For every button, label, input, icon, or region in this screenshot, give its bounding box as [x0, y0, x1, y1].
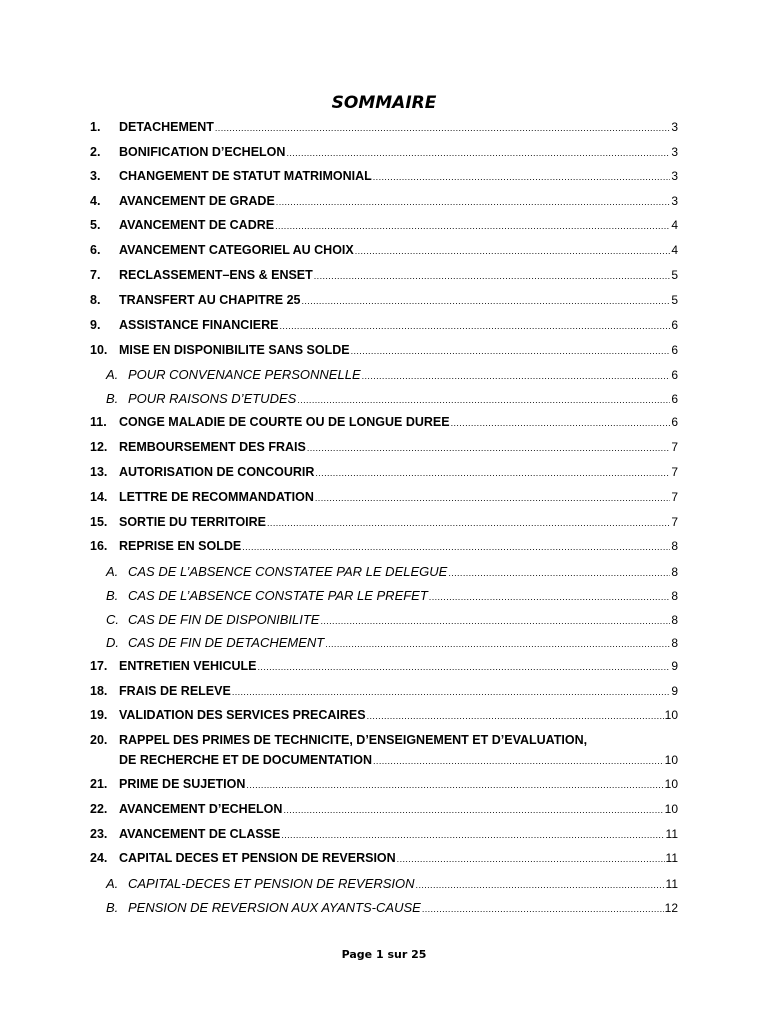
- dot-leader: [302, 294, 671, 309]
- toc-subentry[interactable]: [106, 635, 678, 652]
- toc-number: A.: [106, 564, 119, 579]
- toc-number: 12.: [90, 440, 108, 454]
- toc-number: 15.: [90, 515, 108, 529]
- toc-page-number: 5: [671, 293, 678, 307]
- dot-leader: [281, 828, 664, 843]
- toc-label: RAPPEL DES PRIMES DE TECHNICITE, D’ENSEIGNEMENT ET D’EVALUATION,: [119, 733, 588, 747]
- toc-label: SORTIE DU TERRITOIRE: [119, 515, 267, 529]
- toc-number: C.: [106, 612, 119, 627]
- toc-page-number: 9: [671, 659, 678, 673]
- toc-page-number: 11: [665, 877, 678, 891]
- toc-page-number: 6: [671, 392, 678, 406]
- toc-number: B.: [106, 900, 119, 915]
- toc-number: 24.: [90, 851, 108, 865]
- dot-leader: [373, 170, 671, 185]
- toc-page-number: 4: [671, 218, 678, 232]
- toc-entry[interactable]: [90, 465, 678, 481]
- toc-number: 23.: [90, 827, 108, 841]
- toc-number: 11.: [90, 415, 107, 429]
- dot-leader: [314, 269, 671, 284]
- dot-leader: [416, 878, 665, 893]
- dot-leader: [351, 344, 671, 359]
- dot-leader: [280, 319, 671, 334]
- dot-leader: [258, 660, 671, 675]
- dot-leader: [232, 685, 670, 700]
- toc-label: VALIDATION DES SERVICES PRECAIRES: [119, 708, 366, 722]
- toc-page-number: 8: [671, 539, 678, 553]
- toc-entry[interactable]: [90, 827, 678, 843]
- toc-label: FRAIS DE RELEVE: [119, 684, 231, 698]
- toc-number: A.: [106, 876, 119, 891]
- toc-entry[interactable]: [90, 343, 678, 359]
- toc-number: 9.: [90, 318, 101, 332]
- toc-entry[interactable]: [90, 194, 678, 210]
- toc-entry[interactable]: [90, 777, 678, 793]
- toc-label: PRIME DE SUJETION: [119, 777, 246, 791]
- toc-entry[interactable]: [90, 539, 678, 555]
- toc-entry[interactable]: [90, 440, 678, 456]
- toc-label: BONIFICATION D’ECHELON: [119, 145, 286, 159]
- toc-entry[interactable]: [90, 145, 678, 161]
- dot-leader: [297, 393, 670, 408]
- toc-page-number: 8: [671, 636, 678, 650]
- toc-number: 6.: [90, 243, 101, 257]
- toc-label: CAPITAL-DECES ET PENSION DE REVERSION: [128, 876, 415, 891]
- toc-page-number: 6: [671, 318, 678, 332]
- dot-leader: [242, 540, 670, 555]
- toc-page-number: 3: [671, 194, 678, 208]
- toc-page-number: 9: [671, 684, 678, 698]
- toc-number: 16.: [90, 539, 108, 553]
- toc-label: AVANCEMENT CATEGORIEL AU CHOIX: [119, 243, 354, 257]
- toc-number: 21.: [90, 777, 108, 791]
- toc-entry[interactable]: [90, 733, 678, 769]
- toc-label: DETACHEMENT: [119, 120, 214, 134]
- toc-page-number: 6: [671, 368, 678, 382]
- toc-subentry[interactable]: [106, 367, 678, 384]
- dot-leader: [448, 566, 670, 581]
- dot-leader: [215, 121, 670, 136]
- toc-page-number: 8: [671, 589, 678, 603]
- toc-number: 20.: [90, 733, 108, 747]
- toc-subentry[interactable]: [106, 391, 678, 408]
- toc-subentry[interactable]: [106, 612, 678, 629]
- toc-entry[interactable]: [90, 684, 678, 700]
- dot-leader: [422, 902, 664, 917]
- toc-page-number: 7: [671, 440, 678, 454]
- toc-label: AVANCEMENT D’ECHELON: [119, 802, 283, 816]
- toc-label: TRANSFERT AU CHAPITRE 25: [119, 293, 301, 307]
- toc-label: REPRISE EN SOLDE: [119, 539, 242, 553]
- dot-leader: [286, 146, 670, 161]
- toc-number: 3.: [90, 169, 101, 183]
- toc-page-number: 5: [671, 268, 678, 282]
- toc-page-number: 3: [671, 120, 678, 134]
- toc-label: CONGE MALADIE DE COURTE OU DE LONGUE DUREE: [119, 415, 450, 429]
- toc-entry[interactable]: [90, 708, 678, 724]
- toc-page-number: 3: [671, 145, 678, 159]
- toc-page-number: 11: [665, 851, 678, 865]
- toc-label: LETTRE DE RECOMMANDATION: [119, 490, 314, 504]
- toc-number: 14.: [90, 490, 108, 504]
- dot-leader: [267, 516, 670, 531]
- toc-number: 22.: [90, 802, 108, 816]
- toc-entry[interactable]: [90, 120, 678, 136]
- toc-page-number: 6: [671, 343, 678, 357]
- toc-label: POUR RAISONS D’ETUDES: [128, 391, 297, 406]
- page-footer: Page 1 sur 25: [341, 948, 427, 961]
- toc-label: REMBOURSEMENT DES FRAIS: [119, 440, 306, 454]
- toc-entry[interactable]: [90, 243, 678, 259]
- toc-label: POUR CONVENANCE PERSONNELLE: [128, 367, 361, 382]
- dot-leader: [373, 754, 664, 769]
- toc-page-number: 10: [664, 802, 678, 816]
- toc-page-number: 10: [664, 777, 678, 791]
- toc-number: 10.: [90, 343, 108, 357]
- toc-entry[interactable]: [90, 293, 678, 309]
- toc-number: 13.: [90, 465, 108, 479]
- dot-leader: [367, 709, 664, 724]
- dot-leader: [276, 195, 671, 210]
- toc-number: 19.: [90, 708, 108, 722]
- toc-label: AVANCEMENT DE CADRE: [119, 218, 275, 232]
- toc-label: RECLASSEMENT–ENS & ENSET: [119, 268, 313, 282]
- toc-entry[interactable]: [90, 318, 678, 334]
- toc-label: CAS DE FIN DE DISPONIBILITE: [128, 612, 320, 627]
- dot-leader: [283, 803, 663, 818]
- dot-leader: [362, 369, 671, 384]
- toc-page-number: 7: [671, 465, 678, 479]
- toc-number: 7.: [90, 268, 101, 282]
- dot-leader: [246, 778, 663, 793]
- toc-label-continued: DE RECHERCHE ET DE DOCUMENTATION: [119, 753, 373, 767]
- toc-page-number: 7: [671, 490, 678, 504]
- toc-label: AUTORISATION DE CONCOURIR: [119, 465, 315, 479]
- toc-subentry[interactable]: [106, 876, 678, 893]
- toc-label: CAS DE L’ABSENCE CONSTATE PAR LE PREFET: [128, 588, 428, 603]
- toc-entry[interactable]: [90, 218, 678, 234]
- toc-number: 2.: [90, 145, 101, 159]
- dot-leader: [451, 416, 671, 431]
- dot-leader: [320, 614, 670, 629]
- toc-number: 18.: [90, 684, 108, 698]
- toc-page-number: 10: [664, 753, 678, 767]
- toc-subentry[interactable]: [106, 564, 678, 581]
- toc-entry[interactable]: [90, 169, 678, 185]
- toc-page-number: 12: [664, 901, 678, 915]
- toc-number: 17.: [90, 659, 108, 673]
- toc-label: AVANCEMENT DE GRADE: [119, 194, 275, 208]
- toc-page-number: 7: [671, 515, 678, 529]
- toc-page-number: 3: [671, 169, 678, 183]
- dot-leader: [275, 219, 670, 234]
- toc-entry[interactable]: [90, 268, 678, 284]
- toc-subentry[interactable]: [106, 588, 678, 605]
- toc-number: D.: [106, 635, 119, 650]
- toc-page-number: 11: [665, 827, 678, 841]
- toc-entry[interactable]: [90, 415, 678, 431]
- dot-leader: [355, 244, 671, 259]
- toc-entry[interactable]: [90, 802, 678, 818]
- toc-label: CAS DE FIN DE DETACHEMENT: [128, 635, 325, 650]
- dot-leader: [315, 491, 670, 506]
- dot-leader: [397, 852, 665, 867]
- toc-label: ASSISTANCE FINANCIERE: [119, 318, 279, 332]
- toc-entry[interactable]: [90, 851, 678, 867]
- toc-label: CAS DE L’ABSENCE CONSTATEE PAR LE DELEGUE: [128, 564, 448, 579]
- toc-page-number: 6: [671, 415, 678, 429]
- toc-page-number: 8: [671, 613, 678, 627]
- toc-subentry[interactable]: [106, 900, 678, 917]
- toc-page-number: 4: [671, 243, 678, 257]
- toc-number: A.: [106, 367, 119, 382]
- toc-number: 1.: [90, 120, 101, 134]
- toc-number: 5.: [90, 218, 101, 232]
- toc-number: B.: [106, 588, 119, 603]
- toc-label: CHANGEMENT DE STATUT MATRIMONIAL: [119, 169, 372, 183]
- toc-number: B.: [106, 391, 119, 406]
- page-title: SOMMAIRE: [331, 93, 437, 113]
- toc-number: 8.: [90, 293, 101, 307]
- toc-page-number: 10: [664, 708, 678, 722]
- toc-entry[interactable]: [90, 515, 678, 531]
- dot-leader: [315, 466, 670, 481]
- dot-leader: [325, 637, 670, 652]
- toc-page-number: 8: [671, 565, 678, 579]
- toc-entry[interactable]: [90, 659, 678, 675]
- toc-label: PENSION DE REVERSION AUX AYANTS-CAUSE: [128, 900, 421, 915]
- dot-leader: [307, 441, 670, 456]
- toc-label: AVANCEMENT DE CLASSE: [119, 827, 281, 841]
- toc-label: ENTRETIEN VEHICULE: [119, 659, 257, 673]
- dot-leader: [429, 590, 671, 605]
- toc-entry[interactable]: [90, 490, 678, 506]
- toc-label: CAPITAL DECES ET PENSION DE REVERSION: [119, 851, 396, 865]
- toc-label: MISE EN DISPONIBILITE SANS SOLDE: [119, 343, 350, 357]
- toc-number: 4.: [90, 194, 101, 208]
